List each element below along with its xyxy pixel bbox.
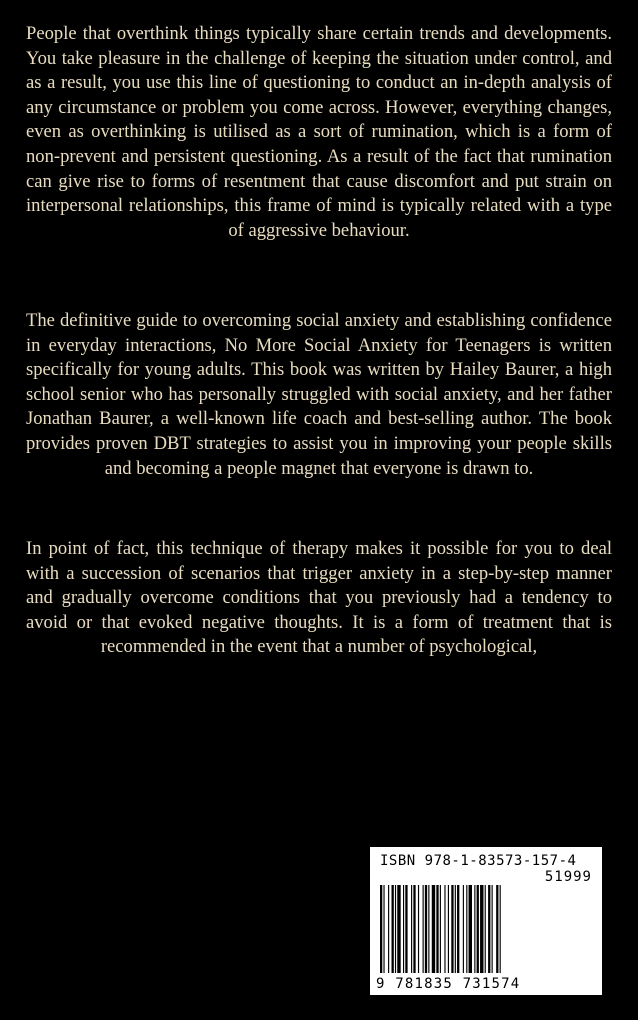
barcode-bar <box>425 885 427 973</box>
barcode-bar <box>474 885 475 973</box>
barcode-bar <box>432 885 435 973</box>
barcode-bar <box>411 885 412 973</box>
barcode-bar <box>466 885 467 973</box>
barcode-bar <box>428 885 429 973</box>
barcode-bar <box>463 885 464 973</box>
barcode-bar <box>413 885 415 973</box>
barcode-bar <box>395 885 396 973</box>
barcode-bar <box>457 885 459 973</box>
barcode-bar <box>480 885 483 973</box>
back-cover-paragraph-3: In point of fact, this technique of therapy makes it possible for you to deal with a succession of scenarios that trigger anxiety in a step-by-step manner and gradually overcome conditions that you previously had a tendency to avoid or that evoked negative thoughts. It is a form of treatment that is recommended in the event that a number of psychological, <box>26 538 612 658</box>
barcode-bar <box>496 885 498 973</box>
barcode-bar <box>436 885 438 973</box>
back-cover-paragraph-1: People that overthink things typically share certain trends and developments. You take pleasure in the challenge of keeping the situation under control, and as a result, you use this line of questioning to conduct an in-depth analysis of any circumstance or problem you come across. However, everything changes, even as overthinking is utilised as a sort of rumination, which is a form of non-prevent and persistent questioning. As a result of the fact that rumination can give rise to forms of resentment that cause discomfort and put strain on interpersonal relationships, this frame of mind is typically related with a type of aggressive behaviour. <box>26 23 612 241</box>
barcode-bar <box>451 885 453 973</box>
barcode-bar <box>380 885 382 973</box>
barcode-bar <box>405 885 407 973</box>
barcode-bar <box>423 885 424 973</box>
back-cover-paragraph-2: The definitive guide to overcoming social anxiety and establishing confidence in everyday interactions, No More Social Anxiety for Teenagers is written specifically for young adults. This book was written by Hailey Baurer, a high school senior who has personally struggled with social anxiety, and her father Jonathan Baurer, a well-known life coach and best-selling author. The book provides proven DBT strategies to assist you in improving your people skills and becoming a people magnet that everyone is drawn to. <box>26 310 612 479</box>
barcode-bar <box>500 885 501 973</box>
barcode-bar <box>492 885 493 973</box>
barcode-bar <box>448 885 449 973</box>
barcode-bar <box>477 885 479 973</box>
barcode-bar <box>397 885 400 973</box>
barcode-bar <box>383 885 384 973</box>
barcode-bar <box>418 885 419 973</box>
barcode-bar <box>403 885 404 973</box>
barcode-bar <box>455 885 456 973</box>
barcode-bar <box>444 885 445 973</box>
ean-digits: 9 781835 731574 <box>376 976 521 992</box>
price-code: 51999 <box>544 869 592 885</box>
barcode-bar <box>392 885 394 973</box>
isbn-label: ISBN 978-1-83573-157-4 <box>380 853 577 869</box>
isbn-barcode <box>370 847 602 995</box>
barcode-bar <box>488 885 490 973</box>
barcode-bar <box>485 885 486 973</box>
barcode-bars <box>380 885 592 973</box>
barcode-bar <box>388 885 389 973</box>
barcode-bar <box>469 885 472 973</box>
barcode-bar <box>440 885 441 973</box>
